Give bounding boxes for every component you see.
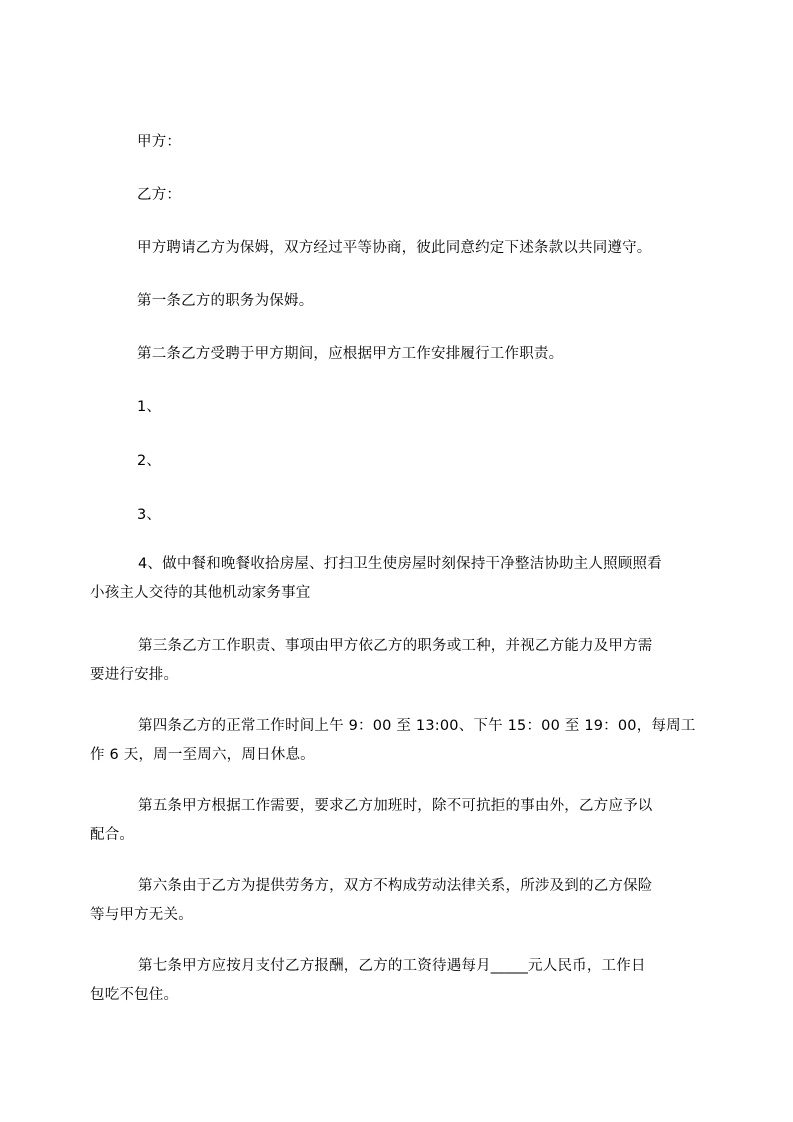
- article-5-line-2: 配合。: [90, 827, 135, 843]
- party-a-label: 甲方：: [137, 134, 182, 150]
- article-3-paragraph: [90, 637, 712, 684]
- duty-item-1: 1、: [137, 399, 162, 415]
- article-4-line-2: 作 6 天，周一至周六，周日休息。: [90, 747, 315, 763]
- article-7-line-1: 第七条甲方应按月支付乙方报酬，乙方的工资待遇每月_____元人民币，工作日: [138, 958, 646, 974]
- article-1-text: 第一条乙方的职务为保姆。: [137, 293, 314, 309]
- article-7-line-2: 包吃不包住。: [90, 987, 179, 1003]
- article-5-line-1: 第五条甲方根据工作需要，要求乙方加班时，除不可抗拒的事由外，乙方应予以: [138, 798, 653, 814]
- duty-item-3: 3、: [137, 507, 162, 523]
- party-b-label: 乙方：: [137, 187, 182, 203]
- article-6-line-1: 第六条由于乙方为提供劳务方，双方不构成劳动法律关系，所涉及到的乙方保险: [138, 878, 653, 894]
- article-6-line-2: 等与甲方无关。: [90, 907, 193, 923]
- article-3-line-1: 第三条乙方工作职责、事项由甲方依乙方的职务或工种，并视乙方能力及甲方需: [138, 638, 653, 654]
- article-4-paragraph: [90, 717, 712, 764]
- article-2-text: 第二条乙方受聘于甲方期间，应根据甲方工作安排履行工作职责。: [137, 346, 564, 362]
- article-4-line-1: 第四条乙方的正常工作时间上午 9：00 至 13:00、下午 15：00 至 19：00，每周工: [138, 718, 696, 734]
- duty-item-4-line-2: 小孩主人交待的其他机动家务事宜: [90, 585, 311, 601]
- duty-item-4: [90, 555, 712, 602]
- duty-item-4-line-1: 4、做中餐和晚餐收拾房屋、打扫卫生使房屋时刻保持干净整洁协助主人照顾照看: [138, 556, 662, 572]
- article-3-line-2: 要进行安排。: [90, 667, 179, 683]
- duty-item-2: 2、: [137, 453, 162, 469]
- article-6-paragraph: [90, 877, 712, 924]
- article-7-paragraph: [90, 957, 712, 1004]
- preamble-text: 甲方聘请乙方为保姆，双方经过平等协商，彼此同意约定下述条款以共同遵守。: [137, 240, 652, 256]
- article-5-paragraph: [90, 797, 712, 844]
